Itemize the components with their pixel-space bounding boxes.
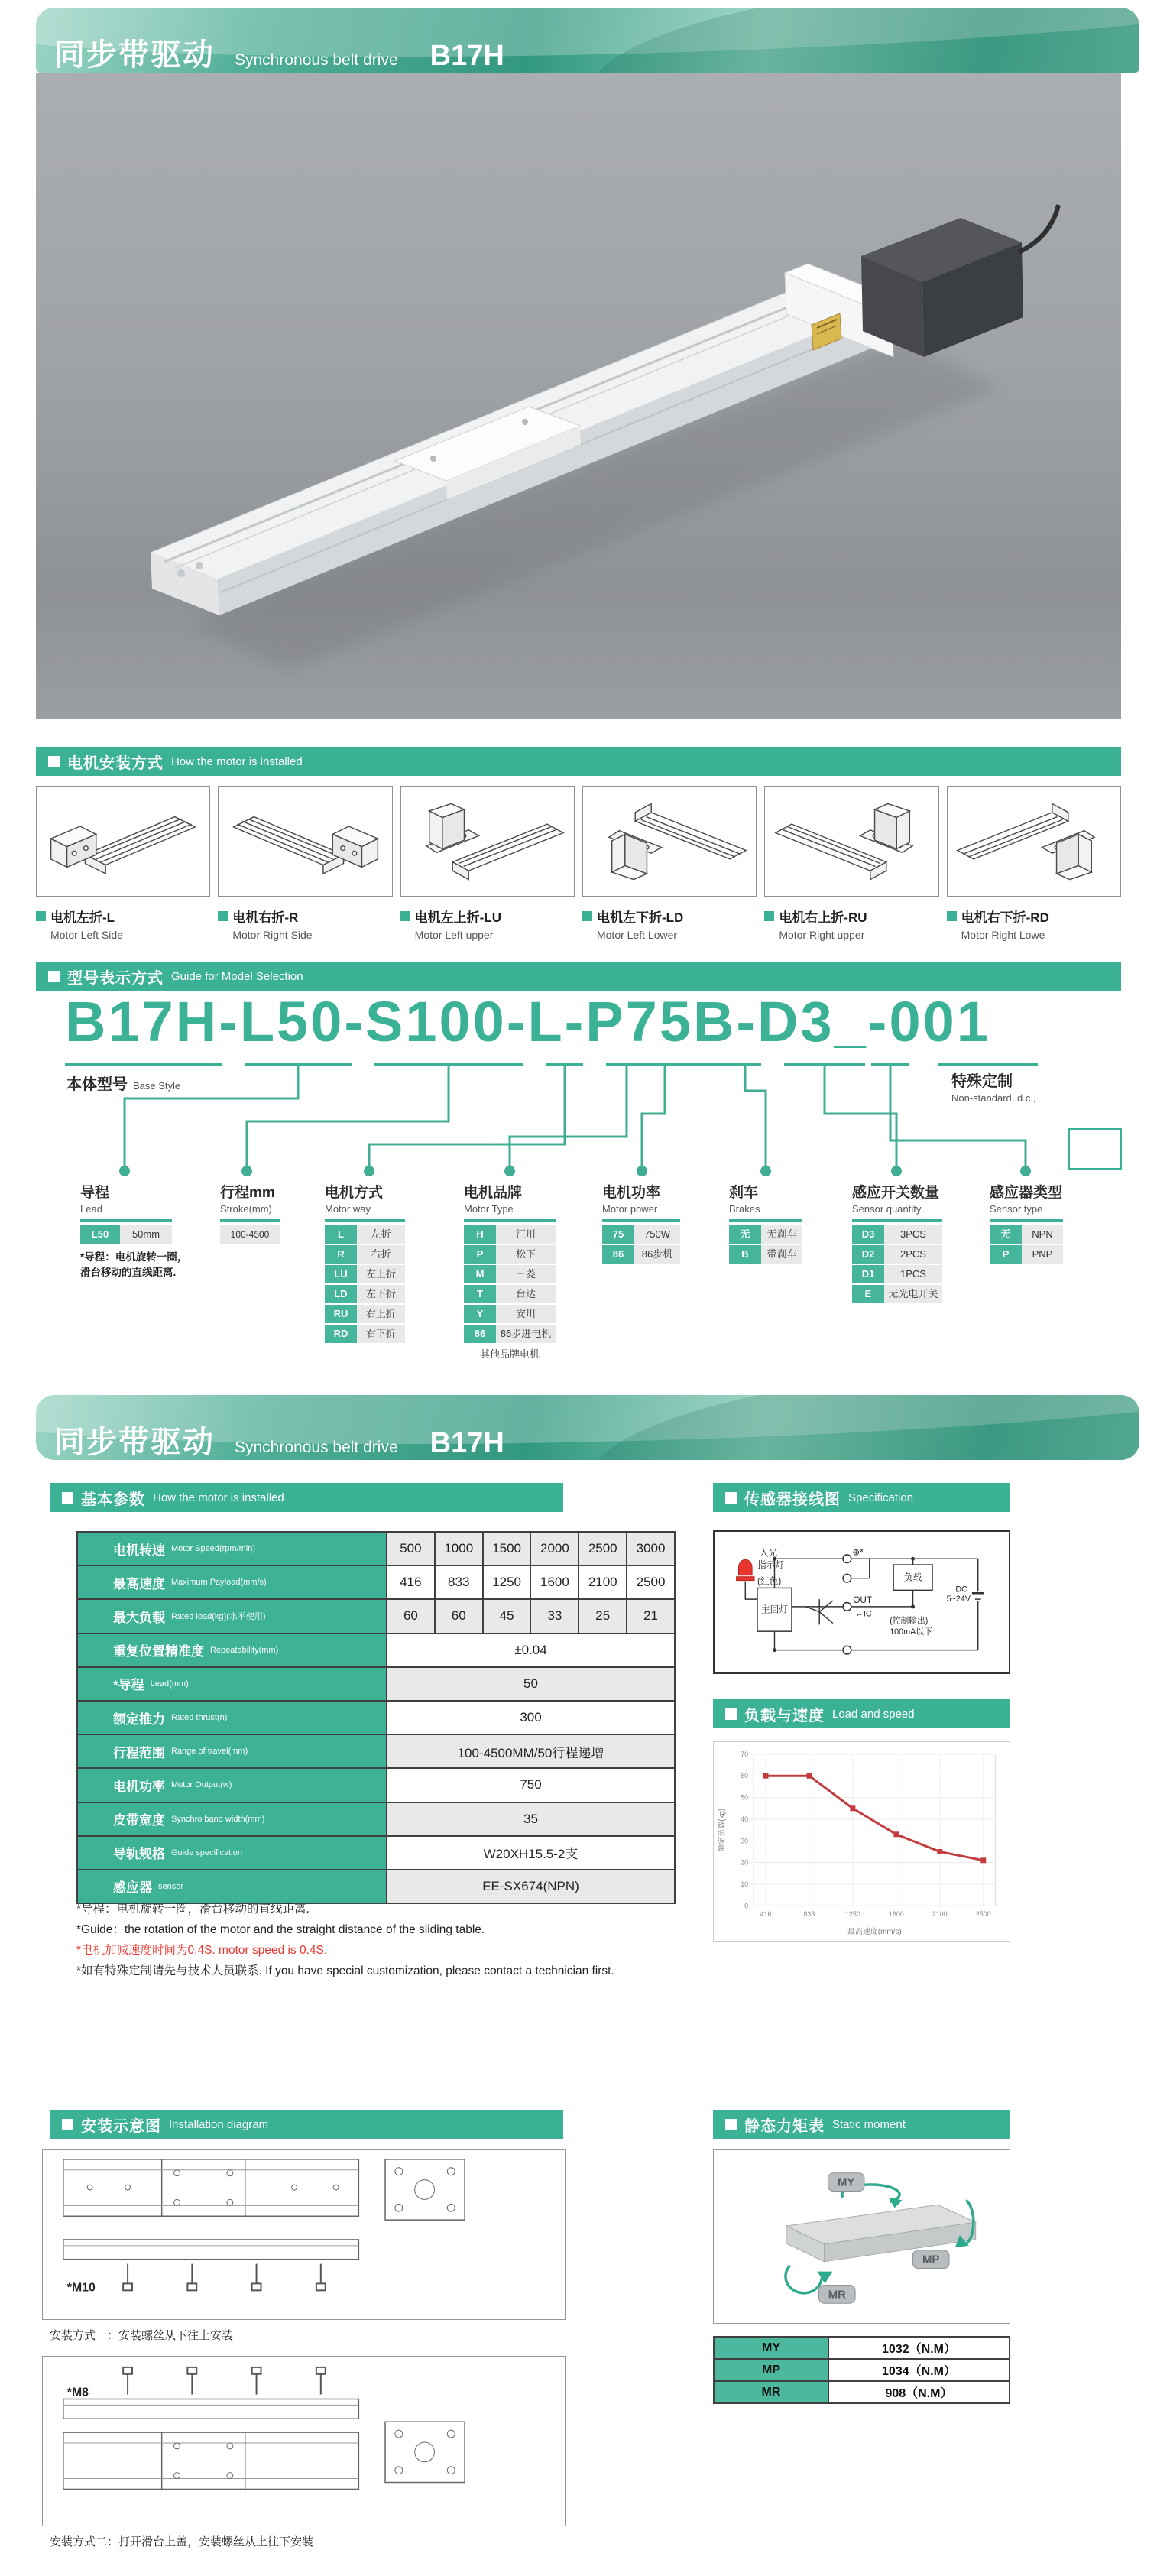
moment-value: 1034（N.M） [882, 2365, 956, 2378]
code-option-row: B 带刹车 [729, 1245, 802, 1264]
code-option-row: L 左折 [325, 1225, 405, 1244]
product-photo [36, 73, 1121, 719]
section-title-zh: 型号表示方式 [67, 969, 164, 987]
footnotes [76, 1899, 614, 1981]
table-cell: 25 [579, 1600, 627, 1632]
screw-size-label: *M8 [66, 2386, 89, 2399]
section-installation: 安装示意图 Installation diagram [50, 2110, 563, 2139]
table-row: 最高速度 Maximum Payload(mm/s) 416 833 1250 1600 2100 2500 [78, 1566, 674, 1600]
table-cell: 60 [436, 1600, 484, 1632]
motor-orientation-icon [955, 793, 1112, 890]
svg-text:416: 416 [760, 1910, 772, 1919]
motor-install-label-en: Motor Left Side [50, 929, 123, 941]
code-option-row: RU 右上折 [325, 1305, 405, 1323]
code-option-row: 75 750W [602, 1225, 680, 1244]
svg-text:⊕*: ⊕* [852, 1547, 864, 1558]
table-cell: 2500 [636, 1575, 666, 1590]
code-option-row: 86 86步进电机 [464, 1325, 556, 1343]
installation-drawing-bottom-up [43, 2150, 565, 2319]
bullet-square-icon [36, 911, 46, 921]
bullet-square-icon [947, 911, 957, 921]
svg-text:主回灯: 主回灯 [760, 1604, 789, 1615]
table-cell: 21 [643, 1608, 659, 1624]
table-cell: 750 [520, 1777, 542, 1792]
moment-axes-drawing [714, 2150, 1010, 2323]
motor-install-label [582, 907, 757, 941]
code-option-row: 无 NPN [990, 1225, 1063, 1244]
table-cell: 1600 [531, 1566, 579, 1598]
moment-mp-tag: MP [922, 2253, 940, 2266]
motor-install-thumb [947, 786, 1121, 897]
linear-actuator-render [36, 73, 1121, 719]
motor-install-label-en: Motor Right Side [232, 929, 313, 941]
footnote: *导程：电机旋转一圈，滑台移动的直线距离. [76, 1903, 310, 1916]
wiring-schematic [715, 1532, 1009, 1672]
table-cell: 1500 [484, 1533, 532, 1565]
product-model: B17H [429, 40, 504, 72]
model-column-sensor-type: 感应器类型 Sensor type 无 NPN P PNP [990, 1181, 1063, 1265]
base-style-label: 本体型号 Base Style [66, 1076, 181, 1093]
svg-text:60: 60 [741, 1772, 749, 1780]
svg-text:2500: 2500 [975, 1910, 991, 1919]
svg-text:1600: 1600 [888, 1910, 904, 1919]
motor-install-label-zh: 电机左下折-LD [596, 910, 684, 925]
table-row: 电机功率 Motor Output(w) 750 [78, 1769, 674, 1802]
page-title-en: Synchronous belt drive [235, 51, 398, 69]
moment-axis-label: MP [715, 2360, 829, 2380]
table-row: 电机转速 Motor Speed(rpm/min) 500 1000 1500 2000 2500 3000 [78, 1533, 674, 1566]
table-cell: 2000 [531, 1533, 579, 1565]
installation-drawing-top-down [43, 2357, 565, 2526]
svg-text:(控制输出): (控制输出) [890, 1616, 929, 1626]
motor-install-thumb [36, 786, 210, 897]
custom-label: 特殊定制 Non-standard, d.c., [951, 1073, 1036, 1104]
svg-text:0: 0 [744, 1902, 749, 1910]
table-cell: EE-SX674(NPN) [387, 1870, 674, 1903]
motor-install-thumb [764, 786, 938, 897]
table-cell: 1250 [484, 1566, 532, 1598]
section-title-en: Guide for Model Selection [171, 969, 303, 983]
table-cell: 45 [484, 1600, 532, 1632]
table-cell: 100-4500MM/50行程递增 [387, 1735, 674, 1767]
motor-install-label-zh: 电机右折-R [232, 910, 299, 925]
table-cell: 300 [520, 1710, 542, 1725]
section-static-moment: 静态力矩表 Static moment [713, 2110, 1010, 2139]
svg-text:20: 20 [741, 1858, 749, 1867]
table-row: 重复位置精准度 Repeatability(mm) ±0.04 [78, 1634, 674, 1668]
table-row: 感应器 sensor EE-SX674(NPN) [78, 1870, 674, 1903]
static-moment-table [713, 2336, 1010, 2404]
code-option-row: 86 86步机 [602, 1245, 680, 1264]
bullet-square-icon [400, 911, 410, 921]
section-basic-params: 基本参数 How the motor is installed [50, 1483, 563, 1512]
code-option-row: M 三菱 [464, 1265, 556, 1283]
table-row: *导程 Lead(mm) 50 [78, 1668, 674, 1702]
code-option-row: H 汇川 [464, 1225, 556, 1244]
table-cell: ±0.04 [514, 1642, 547, 1657]
table-row: 行程范围 Range of travel(mm) 100-4500MM/50行程递增 [78, 1735, 674, 1769]
motor-install-label-zh: 电机右上折-RU [779, 910, 867, 925]
moment-my-tag: MY [838, 2176, 855, 2189]
motor-install-label-en: Motor Right upper [779, 929, 865, 941]
motor-orientation-icon [773, 793, 930, 890]
svg-text:指示灯: 指示灯 [757, 1559, 785, 1570]
table-cell: 2500 [579, 1533, 627, 1565]
model-column-stroke: 行程mm Stroke(mm) 100-4500 [220, 1181, 280, 1244]
section-load-speed: 负载与速度 Load and speed [713, 1699, 1010, 1728]
bullet-square-icon [764, 911, 774, 921]
page-title-zh: 同步带驱动 [54, 38, 215, 72]
brand-note: 其他品牌电机 [479, 1348, 540, 1360]
code-option-row: L50 50mm [80, 1225, 172, 1244]
product-model: B17H [429, 1427, 504, 1459]
section-sensor-wiring: 传感器接线图 Specification [713, 1483, 1010, 1512]
svg-text:DC: DC [955, 1585, 967, 1595]
model-column-sensor-qty: 感应开关数量 Sensor quantity D3 3PCS D2 2PCS D1 1PCS E 无光电开关 [852, 1181, 942, 1305]
table-cell: 60 [387, 1600, 436, 1632]
motor-orientation-icon [227, 793, 384, 890]
moment-axis-label: MY [715, 2338, 829, 2358]
table-cell: 3000 [636, 1541, 666, 1556]
footnote-red: *电机加减速度时间为0.4S. motor speed is 0.4S. [76, 1944, 328, 1957]
installation-caption-1: 安装方式一：安装螺丝从下往上安装 [50, 2329, 234, 2342]
motor-install-label [218, 907, 392, 941]
code-option-row: P 松下 [464, 1245, 556, 1264]
table-row: 皮带宽度 Synchro band width(mm) 35 [78, 1803, 674, 1837]
svg-text:50: 50 [741, 1793, 749, 1802]
section-square-icon [48, 971, 60, 982]
svg-text:2100: 2100 [932, 1910, 948, 1919]
motor-install-label-en: Motor Left upper [414, 929, 494, 941]
code-connector-lines [36, 1066, 1121, 1181]
table-row [715, 2382, 1009, 2402]
model-code: B17H-L50-S100-L-P75B-D3_-001 [65, 990, 990, 1053]
motor-install-thumb [400, 786, 575, 897]
model-column-lead: 导程 Lead L50 50mm *导程：电机旋转一圈， 滑台移动的直线距离. [80, 1181, 172, 1281]
svg-text:(红色): (红色) [757, 1576, 782, 1587]
motor-orientation-icon [45, 793, 202, 890]
svg-text:入光: 入光 [759, 1548, 778, 1559]
motor-install-label [947, 907, 1121, 941]
table-row: 额定推力 Rated thrust(n) 300 [78, 1702, 674, 1735]
table-cell: 50 [387, 1668, 674, 1700]
code-option-row: LU 左上折 [325, 1265, 405, 1283]
static-moment-diagram [713, 2149, 1010, 2324]
table-cell: 833 [436, 1566, 484, 1598]
svg-text:833: 833 [803, 1910, 815, 1919]
code-option-row: E 无光电开关 [852, 1285, 942, 1303]
footnote: *Guide：the rotation of the motor and the straight distance of the sliding table. [76, 1923, 485, 1936]
motor-orientation-icon [409, 793, 566, 890]
code-option-row: RD 右下折 [325, 1325, 405, 1343]
motor-install-label-zh: 电机右下折-RD [961, 910, 1049, 925]
bullet-square-icon [582, 911, 592, 921]
svg-text:5~24V: 5~24V [946, 1595, 971, 1604]
svg-text:10: 10 [741, 1880, 749, 1888]
svg-text:OUT: OUT [853, 1595, 873, 1605]
svg-text:最高速度(mm/s): 最高速度(mm/s) [847, 1928, 902, 1937]
table-cell: 35 [387, 1803, 674, 1835]
code-option-row: LD 左下折 [325, 1285, 405, 1303]
motor-install-thumb [218, 786, 392, 897]
table-cell: 33 [531, 1600, 579, 1632]
table-cell: 416 [387, 1566, 436, 1598]
moment-mr-tag: MR [828, 2289, 846, 2302]
motor-install-label-zh: 电机左折-L [50, 910, 115, 925]
model-column-brakes: 刹车 Brakes 无 无刹车 B 带刹车 [729, 1181, 802, 1265]
svg-text:额定负载(kg): 额定负载(kg) [718, 1808, 727, 1852]
motor-install-label-en: Motor Left Lower [596, 929, 678, 941]
svg-text:←IC: ←IC [855, 1609, 872, 1619]
motor-install-label [400, 907, 575, 941]
svg-text:70: 70 [741, 1750, 749, 1758]
screw-size-label: *M10 [66, 2281, 96, 2295]
svg-text:1250: 1250 [844, 1910, 860, 1919]
installation-diagram-2 [42, 2356, 566, 2526]
load-speed-chart [713, 1741, 1010, 1942]
motor-orientation-icon [591, 793, 748, 890]
installation-caption-2: 安装方式二：打开滑台上盖，安装螺丝从上往下安装 [50, 2535, 314, 2548]
table-cell: 500 [387, 1533, 436, 1565]
led-indicator-icon [739, 1559, 753, 1575]
code-option-row: Y 安川 [464, 1305, 556, 1323]
motor-install-thumb [582, 786, 757, 897]
svg-text:负载: 负载 [903, 1572, 922, 1583]
footnote: *如有特殊定制请先与技术人员联系. If you have special customization, please contact a technician first. [76, 1964, 614, 1977]
table-cell: 1000 [436, 1533, 484, 1565]
model-column-brand: 电机品牌 Motor Type H 汇川 P 松下 M 三菱 T 台达 Y 安川 86 86步进电机 其他品牌电机 [464, 1181, 556, 1361]
page-title-zh: 同步带驱动 [54, 1426, 215, 1459]
motor-install-label-zh: 电机左上折-LU [414, 910, 501, 925]
svg-text:30: 30 [741, 1837, 749, 1845]
motor-install-thumbnails [36, 786, 1121, 897]
motor-install-label [36, 907, 210, 941]
code-option-row: D2 2PCS [852, 1245, 942, 1264]
table-row: 导轨规格 Guide specification W20XH15.5-2支 [78, 1837, 674, 1870]
bullet-square-icon [218, 911, 228, 921]
code-option-row: T 台达 [464, 1285, 556, 1303]
page-header-banner [36, 8, 1139, 73]
installation-diagram-1 [42, 2149, 566, 2320]
moment-value: 1032（N.M） [882, 2343, 956, 2356]
model-column-motorway: 电机方式 Motor way L 左折 R 右折 LU 左上折 LD 左下折 RU 右上折 RD 右下折 [325, 1181, 405, 1345]
lead-note: *导程：电机旋转一圈， 滑台移动的直线距离. [80, 1251, 188, 1279]
stroke-range-cell: 100-4500 [220, 1225, 280, 1244]
svg-text:40: 40 [741, 1815, 749, 1823]
basic-params-table [76, 1531, 676, 1904]
table-row [715, 2338, 1009, 2360]
table-cell: W20XH15.5-2支 [483, 1847, 578, 1862]
section-model-selection [36, 962, 1121, 991]
moment-axis-label: MR [715, 2382, 829, 2402]
code-option-row: D1 1PCS [852, 1265, 942, 1283]
table-cell: 2100 [579, 1566, 627, 1598]
table-row [715, 2360, 1009, 2382]
motor-install-label-en: Motor Right Lowe [961, 929, 1045, 941]
section-motor-install [36, 747, 1121, 776]
sensor-wiring-diagram [713, 1530, 1010, 1674]
section-title-en: How the motor is installed [171, 754, 303, 768]
model-column-power: 电机功率 Motor power 75 750W 86 86步机 [602, 1181, 680, 1265]
code-option-row: P PNP [990, 1245, 1063, 1264]
section-square-icon [48, 756, 60, 767]
code-option-row: R 右折 [325, 1245, 405, 1264]
code-option-row: D3 3PCS [852, 1225, 942, 1244]
moment-value: 908（N.M） [885, 2387, 953, 2400]
svg-text:100mA以下: 100mA以下 [890, 1627, 932, 1637]
motor-install-label [764, 907, 938, 941]
page-title-en: Synchronous belt drive [235, 1439, 398, 1456]
motor-install-labels [36, 907, 1121, 941]
table-row: 最大负载 Rated load(kg)(水平使用) 60 60 45 33 25 21 [78, 1600, 674, 1634]
page2-header-banner [36, 1395, 1139, 1460]
section-title-zh: 电机安装方式 [67, 754, 164, 772]
code-option-row: 无 无刹车 [729, 1225, 802, 1244]
